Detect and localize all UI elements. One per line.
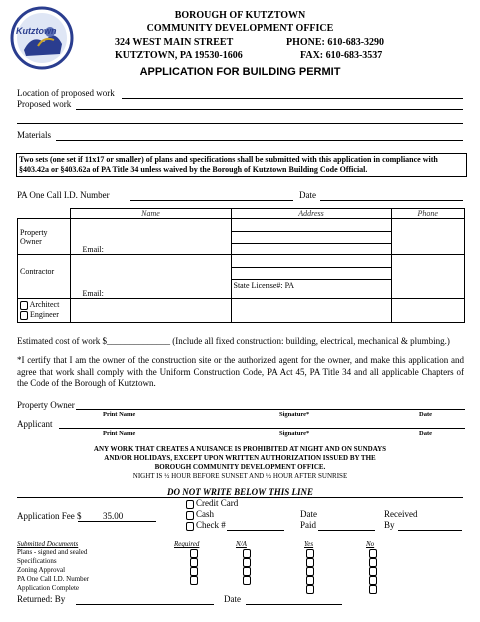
- by-field[interactable]: [398, 530, 462, 531]
- check-checkbox[interactable]: [186, 522, 194, 531]
- divider: [17, 497, 463, 498]
- date-caption: Date: [419, 411, 432, 418]
- estimated-cost: Estimated cost of work $______________ (Include all fixed construction: building, electrical, mechanical & plumbing.): [17, 336, 450, 346]
- app-fee-line: [78, 521, 156, 522]
- onecall-yes-checkbox[interactable]: [306, 576, 314, 585]
- owner-name-cell[interactable]: [70, 219, 231, 255]
- complete-yes-checkbox[interactable]: [306, 585, 314, 594]
- engineer-label: Engineer: [30, 310, 59, 319]
- page-title: APPLICATION FOR BUILDING PERMIT: [139, 66, 341, 78]
- materials-field[interactable]: [56, 140, 463, 141]
- doc-item-5: Application Complete: [17, 584, 80, 592]
- city-address: KUTZTOWN, PA 19530-1606: [115, 50, 243, 61]
- plans-no-checkbox[interactable]: [369, 549, 377, 558]
- by-label: By: [384, 520, 395, 530]
- nuisance-line-4: NIGHT IS ½ HOUR BEFORE SUNSET AND ½ HOUR AFTER SUNRISE: [132, 472, 348, 480]
- applicant-sig-label: Applicant: [17, 419, 53, 429]
- zoning-no-checkbox[interactable]: [369, 567, 377, 576]
- onecall-no-checkbox[interactable]: [369, 576, 377, 585]
- returned-date-label: Date: [224, 594, 241, 604]
- col-name: Name: [70, 209, 231, 219]
- fee-date-label: Date: [300, 509, 317, 519]
- owner-phone-cell[interactable]: [391, 219, 465, 255]
- doc-item-4: PA One Call I.D. Number: [17, 575, 90, 583]
- paid-label: Paid: [300, 520, 317, 530]
- property-owner-sig-label: Property Owner: [17, 400, 75, 410]
- logo-text: Kutztown: [16, 26, 57, 36]
- zoning-required-checkbox[interactable]: [190, 567, 198, 576]
- returned-date-field[interactable]: [246, 604, 342, 605]
- zoning-na-checkbox[interactable]: [243, 567, 251, 576]
- date-caption-2: Date: [419, 430, 432, 437]
- architect-address-cell[interactable]: [231, 299, 391, 323]
- property-owner-label: Property Owner: [18, 219, 71, 255]
- required-header: Required: [174, 540, 200, 548]
- onecall-required-checkbox[interactable]: [190, 576, 198, 585]
- do-not-write-title: DO NOT WRITE BELOW THIS LINE: [167, 487, 313, 497]
- cash-label: Cash: [196, 509, 214, 519]
- nuisance-line-2: AND/OR HOLIDAYS, EXCEPT UPON WRITTEN AUTHORIZATION ISSUED BY THE: [104, 454, 376, 462]
- app-fee-value: 35.00: [103, 511, 124, 521]
- plans-na-checkbox[interactable]: [243, 549, 251, 558]
- returned-by-label: Returned: By: [17, 594, 66, 604]
- parties-table: [17, 208, 465, 323]
- certification-text: *I certify that I am the owner of the construction site or the authorized agent for the owner, and make this application and agree that work shall comply with the Uniform Construction Code, PA Act 45, PA Title 34 and all applicable Chapters of the Code of the Borough of Kutztown.: [17, 355, 464, 388]
- signature-caption: Signature*: [279, 411, 310, 418]
- materials-label: Materials: [17, 130, 51, 140]
- print-name-caption: Print Name: [103, 411, 136, 418]
- onecall-na-checkbox[interactable]: [243, 576, 251, 585]
- fax: FAX: 610-683-3537: [300, 50, 383, 61]
- architect-checkbox[interactable]: [20, 301, 28, 310]
- credit-card-label: Credit Card: [196, 498, 239, 508]
- state-license-label: State License#: PA: [233, 281, 295, 290]
- pa-one-call-label: PA One Call I.D. Number: [17, 190, 110, 200]
- signature-caption-2: Signature*: [279, 430, 310, 437]
- yes-header: Yes: [304, 540, 314, 548]
- owner-email-label: Email:: [82, 245, 104, 254]
- submitted-docs-header: Submitted Documents: [17, 540, 79, 548]
- contractor-address-cell[interactable]: [231, 255, 391, 299]
- architect-label: Architect: [29, 300, 60, 309]
- applicant-sig-line[interactable]: [59, 428, 465, 429]
- location-field[interactable]: [122, 98, 463, 99]
- proposed-field-2[interactable]: [17, 123, 463, 124]
- date-field[interactable]: [320, 200, 463, 201]
- specs-required-checkbox[interactable]: [190, 558, 198, 567]
- nuisance-line-1: ANY WORK THAT CREATES A NUISANCE IS PROHIBITED AT NIGHT AND ON SUNDAYS: [93, 445, 387, 453]
- col-address: Address: [231, 209, 391, 219]
- architect-phone-cell[interactable]: [391, 299, 465, 323]
- returned-by-field[interactable]: [76, 604, 214, 605]
- received-label: Received: [384, 509, 418, 519]
- org-name: BOROUGH OF KUTZTOWN: [174, 10, 306, 21]
- plans-required-checkbox[interactable]: [190, 549, 198, 558]
- contractor-name-cell[interactable]: [70, 255, 231, 299]
- doc-item-2: Specifications: [17, 557, 57, 565]
- zoning-yes-checkbox[interactable]: [306, 567, 314, 576]
- architect-name-cell[interactable]: [70, 299, 231, 323]
- contractor-phone-cell[interactable]: [391, 255, 465, 299]
- na-header: N/A: [236, 540, 247, 548]
- street-address: 324 WEST MAIN STREET: [115, 37, 234, 48]
- location-label: Location of proposed work: [17, 88, 115, 98]
- pa-one-call-field[interactable]: [130, 200, 293, 201]
- col-phone: Phone: [391, 209, 465, 219]
- engineer-checkbox[interactable]: [20, 311, 28, 320]
- doc-item-1: Plans - signed and sealed: [17, 548, 88, 556]
- date-label: Date: [299, 190, 316, 200]
- contractor-email-label: Email:: [82, 289, 104, 298]
- nuisance-line-3: BOROUGH COMMUNITY DEVELOPMENT OFFICE.: [154, 463, 326, 471]
- specs-no-checkbox[interactable]: [369, 558, 377, 567]
- plans-yes-checkbox[interactable]: [306, 549, 314, 558]
- plans-notice: Two sets (one set if 11x17 or smaller) of plans and specifications shall be submitted with this application in compliance with §403.42a or §403.62a of PA Title 34 unless waived by the Borough of Kutztown Building Code Official.: [16, 153, 467, 177]
- owner-address-cell[interactable]: [231, 219, 391, 255]
- contractor-label: Contractor: [18, 255, 71, 299]
- cash-checkbox[interactable]: [186, 511, 194, 520]
- no-header: No: [366, 540, 375, 548]
- proposed-field[interactable]: [76, 109, 463, 110]
- dept-name: COMMUNITY DEVELOPMENT OFFICE: [146, 23, 334, 34]
- paid-field[interactable]: [318, 530, 375, 531]
- phone: PHONE: 610-683-3290: [286, 37, 385, 48]
- doc-item-3: Zoning Approval: [17, 566, 66, 574]
- complete-no-checkbox[interactable]: [369, 585, 377, 594]
- check-label: Check #: [196, 520, 226, 530]
- proposed-label: Proposed work: [17, 99, 72, 109]
- credit-card-checkbox[interactable]: [186, 500, 194, 509]
- print-name-caption-2: Print Name: [103, 430, 136, 437]
- app-fee-label: Application Fee $: [17, 511, 82, 521]
- check-number-field[interactable]: [227, 530, 284, 531]
- specs-na-checkbox[interactable]: [243, 558, 251, 567]
- specs-yes-checkbox[interactable]: [306, 558, 314, 567]
- property-owner-sig-line[interactable]: [76, 409, 465, 410]
